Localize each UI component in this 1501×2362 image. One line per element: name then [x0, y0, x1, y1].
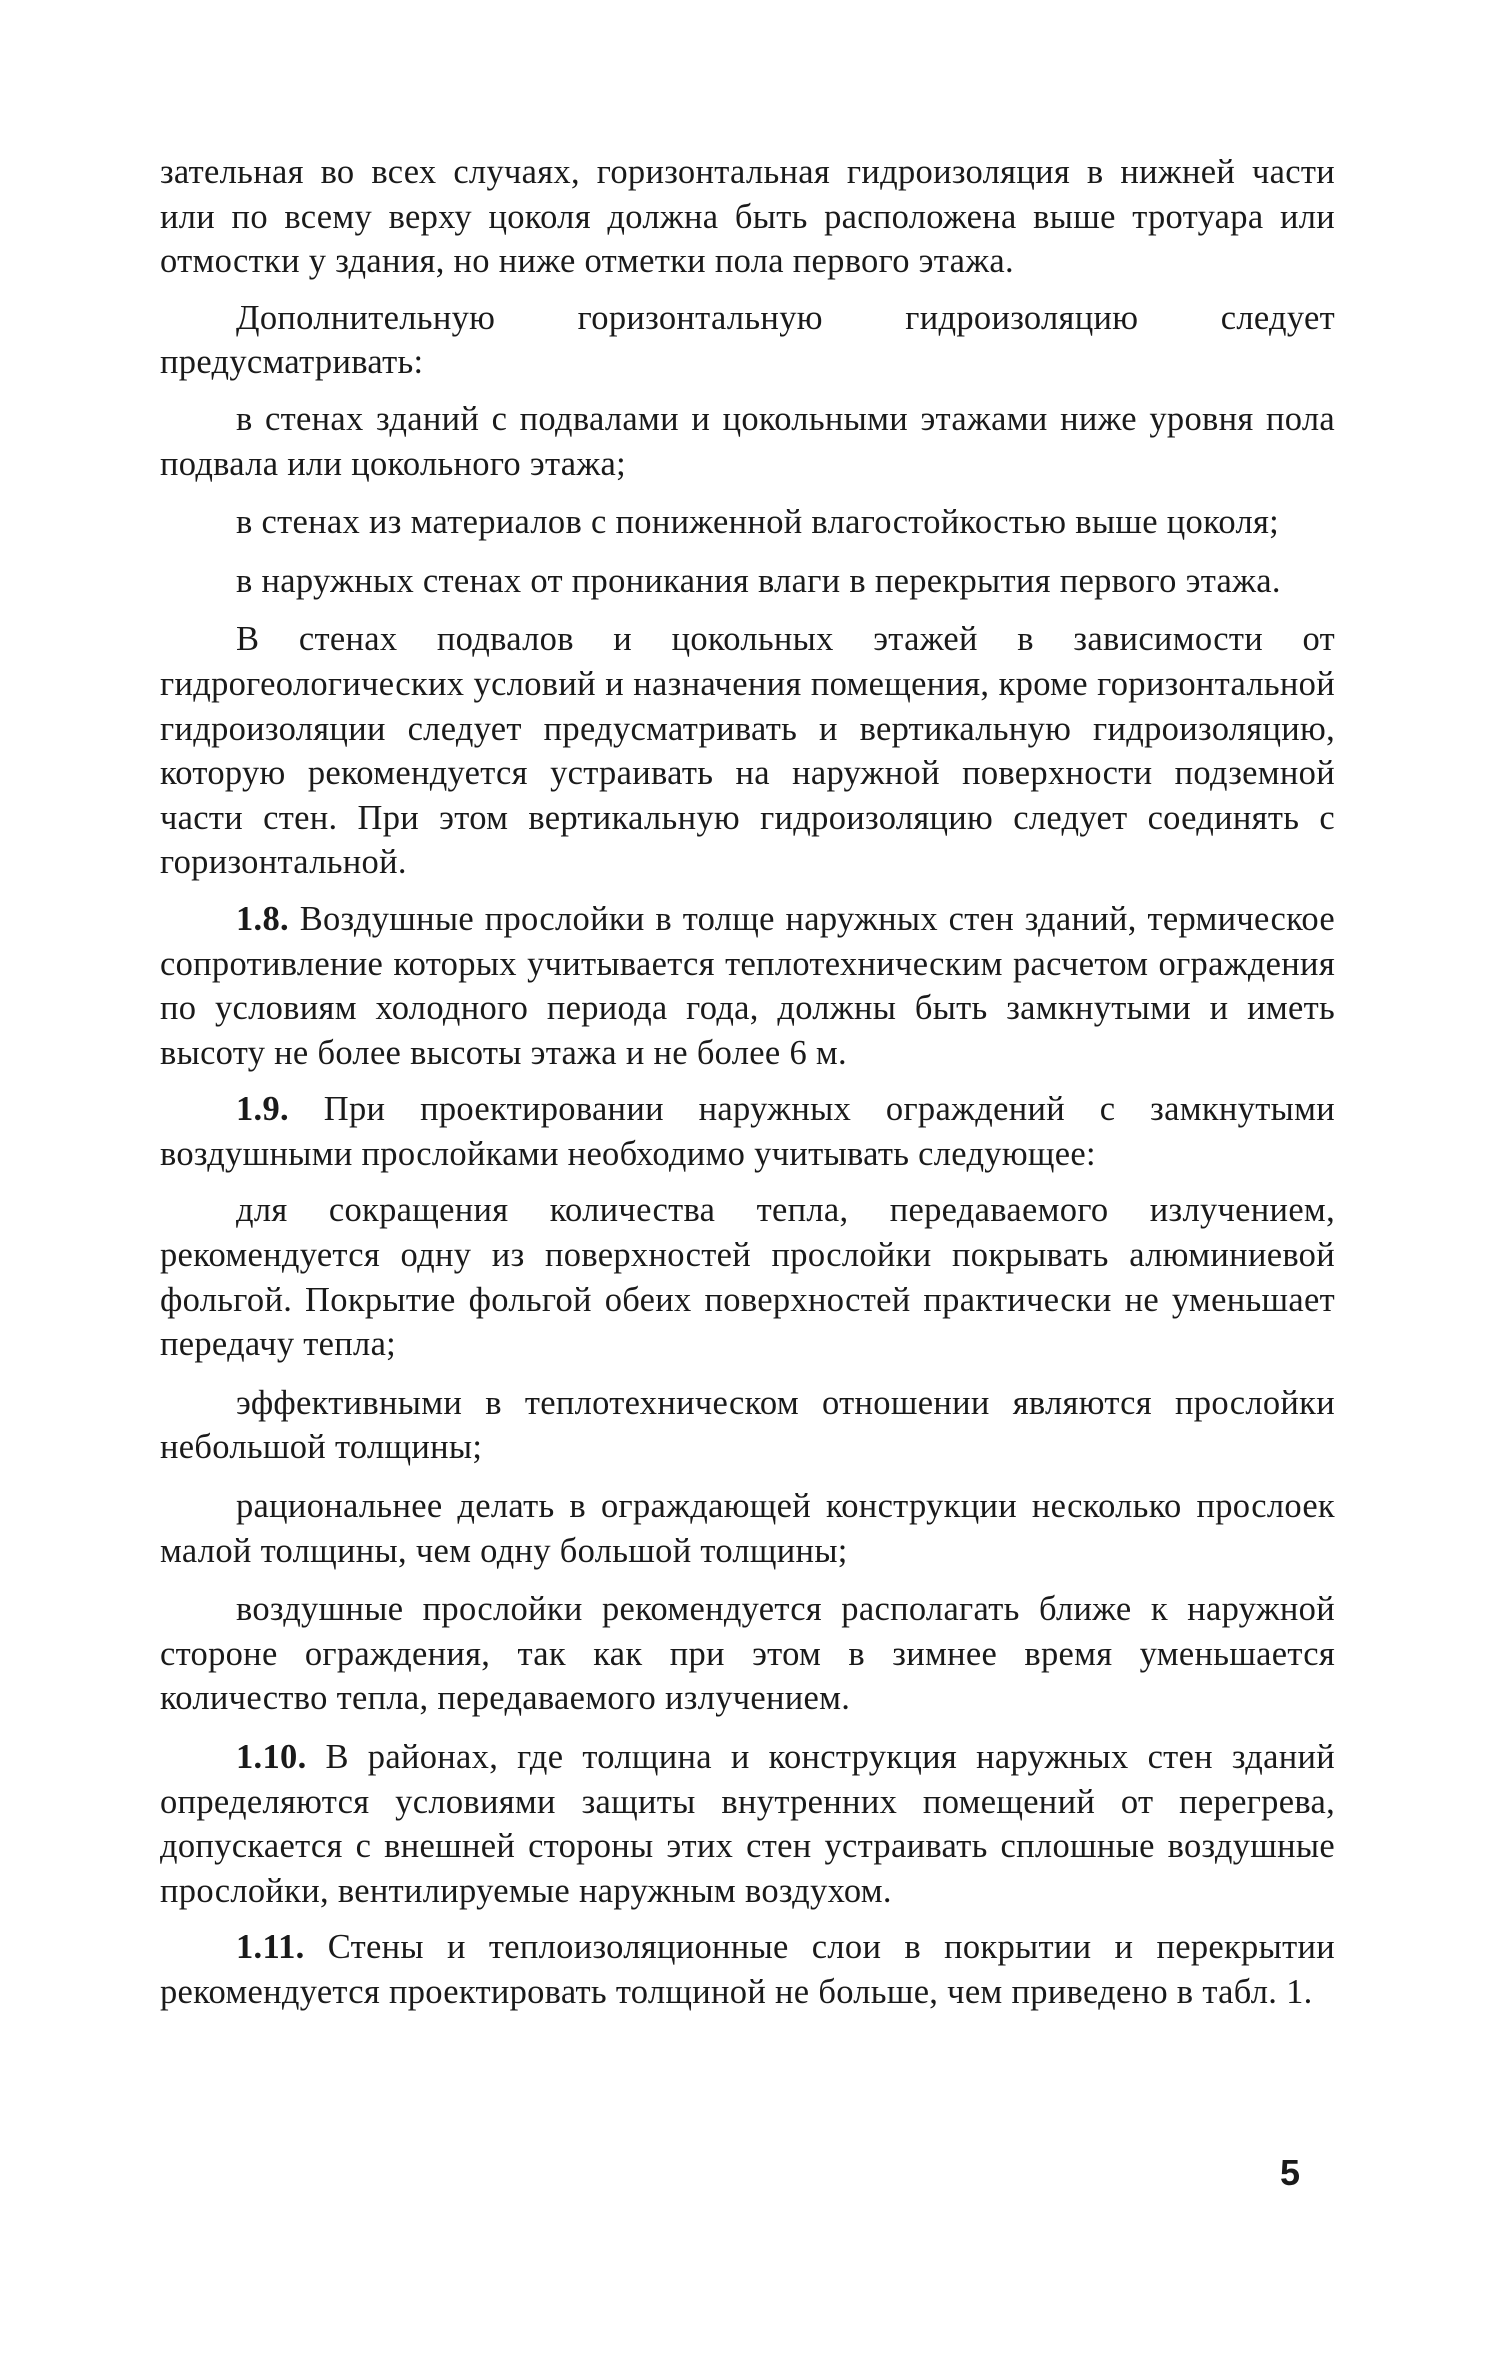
list-item — [160, 1188, 1335, 1366]
paragraph-text: эффективными в теплотехническом отношении являются прослойки небольшой толщины; — [160, 1383, 1335, 1467]
page-number: 5 — [1280, 2152, 1301, 2193]
paragraph-text: в стенах зданий с подвалами и цокольными этажами ниже уровня пола подвала или цокольного этажа; — [160, 399, 1335, 483]
list-item — [160, 1381, 1335, 1470]
section-1-11 — [160, 1925, 1335, 2014]
paragraph-text: Стены и теплоизоляционные слои в покрытии и перекрытии рекомендуется проектировать толщиной не больше, чем приведено в табл. 1. — [160, 1928, 1335, 2011]
paragraph-text: Воздушные прослойки в толще наружных стен зданий, термическое сопротивление которых учитывается теплотехническим расчетом ограждения по условиям холодного периода года, должны быть замкнутыми и иметь высоту не более высоты этажа и не более 6 м. — [160, 899, 1335, 1072]
paragraph-text: В районах, где толщина и конструкция наружных стен зданий определяются условиями защиты внутренних помещений от перегрева, допускается с внешней стороны этих стен устраивать сплошные воздушные прослойки, вентилируемые наружным воздухом. — [160, 1738, 1335, 1910]
paragraph-text: В стенах подвалов и цокольных этажей в зависимости от гидрогеологических условий и назначения помещения, кроме горизонтальной гидроизоляции следует предусматривать и вертикальную гидроизоляцию, которую рекомендуется устраивать на наружной поверхности подземной части стен. При этом вертикальную гидроизоляцию следует соединять с горизонтальной. — [160, 620, 1335, 882]
paragraph — [160, 150, 1335, 284]
section-1-9 — [160, 1087, 1335, 1176]
section-number: 1.10. — [236, 1738, 307, 1776]
list-item — [160, 559, 1335, 604]
list-item — [160, 1484, 1335, 1573]
paragraph — [160, 617, 1335, 885]
paragraph-text: При проектировании наружных ограждений с замкнутыми воздушными прослойками необходимо учитывать следующее: — [160, 1090, 1335, 1173]
list-item — [160, 500, 1335, 545]
list-item — [160, 1587, 1335, 1721]
paragraph — [160, 296, 1335, 385]
paragraph-text: рациональнее делать в ограждающей конструкции несколько прослоек малой толщины, чем одну большой толщины; — [160, 1487, 1335, 1570]
list-item — [160, 397, 1335, 486]
paragraph-text: Дополнительную горизонтальную гидроизоляцию следует предусматривать: — [160, 298, 1335, 382]
paragraph-text: в наружных стенах от проникания влаги в перекрытия первого этажа. — [236, 561, 1281, 600]
section-number: 1.8. — [236, 899, 289, 938]
document-body — [160, 150, 1335, 2027]
section-1-8 — [160, 897, 1335, 1075]
paragraph-text: для сокращения количества тепла, передаваемого излучением, рекомендуется одну из поверхностей прослойки покрывать алюминиевой фольгой. Покрытие фольгой обеих поверхностей практически не уменьшает передачу тепла; — [160, 1191, 1335, 1364]
paragraph-text: зательная во всех случаях, горизонтальная гидроизоляция в нижней части или по всему верху цоколя должна быть расположена выше тротуара или отмостки у здания, но ниже отметки пола первого этажа. — [160, 153, 1335, 281]
section-1-10 — [160, 1735, 1335, 1913]
section-number: 1.9. — [236, 1090, 289, 1129]
paragraph-text: воздушные прослойки рекомендуется располагать ближе к наружной стороне ограждения, так как при этом в зимнее время уменьшается количество тепла, передаваемого излучением. — [160, 1590, 1335, 1718]
paragraph-text: в стенах из материалов с пониженной влагостойкостью выше цоколя; — [236, 503, 1280, 542]
section-number: 1.11. — [236, 1928, 305, 1967]
